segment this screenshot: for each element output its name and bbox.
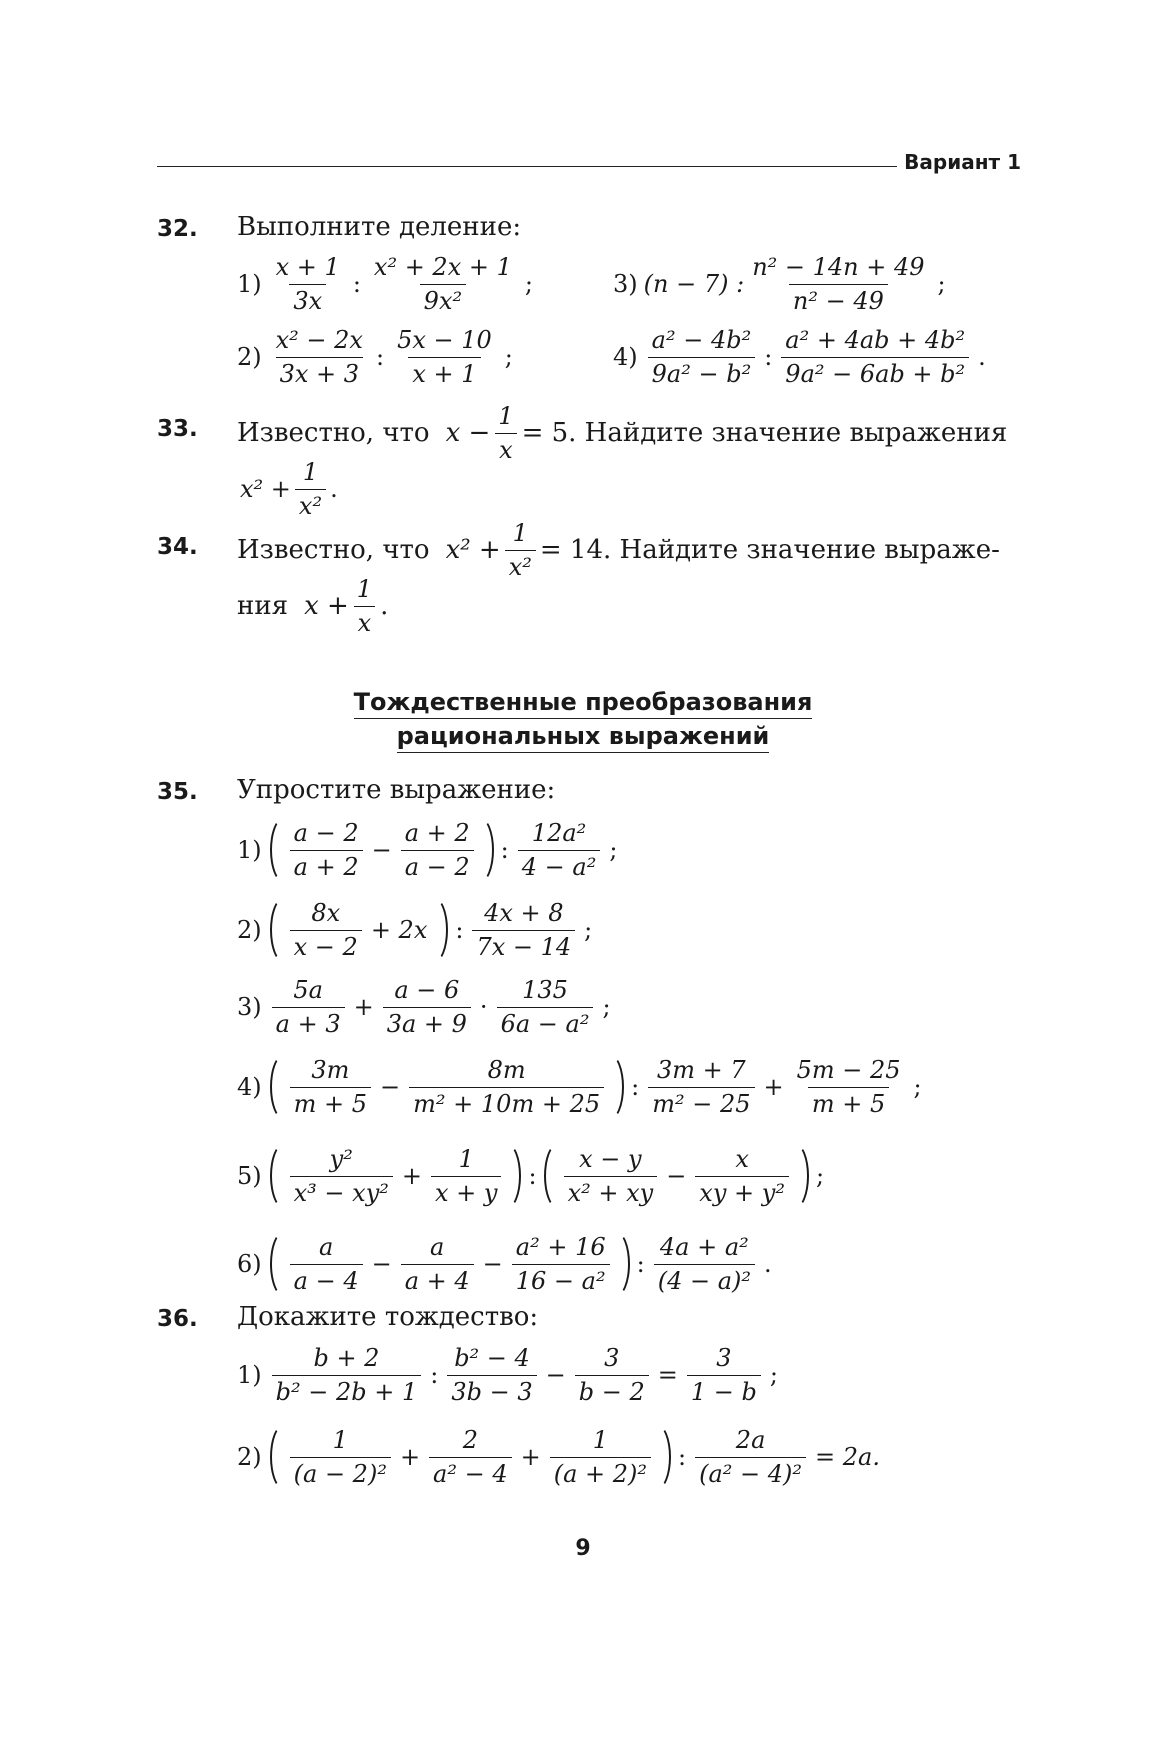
fraction: $\frac{2}{\text{a² − 4}}$ [429, 1426, 512, 1489]
fraction: $\frac{\text{b² − 4}}{3b - 3}$ [447, 1344, 536, 1407]
p35-item-2: 2) $\frac{8x}{x - 2}$ + 2x : $\frac{4x + 8}{7x - 14}$ ; [237, 897, 597, 963]
fraction: $\frac{\text{a² + 16}}{\text{16 − a²}}$ [512, 1233, 610, 1296]
p35-item-3: 3) $\frac{5a}{a + 3}$ + $\frac{a - 6}{3a + 9}$ · $\frac{135}{\text{6a − a²}}$ ; [237, 976, 611, 1038]
p35-item-1: 1) $\frac{a - 2}{a + 2}$ − $\frac{a + 2}{a - 2}$ : $\frac{\text{12a²}}{\text{4 − a²}}$ ; [237, 817, 622, 883]
fraction: $\frac{2a}{\text{(a² − 4)²}}$ [695, 1426, 806, 1489]
p34-line-2: ния x + $\frac{1}{x}$ . [237, 575, 389, 637]
fraction: $\frac{1}{\text{x²}}$ [505, 519, 536, 582]
left-paren [270, 1054, 284, 1120]
fraction: $\frac{5x - 10}{x + 1}$ [397, 326, 492, 388]
fraction: $\frac{a}{a + 4}$ [401, 1233, 474, 1296]
p36-item-1: 1) $\frac{b + 2}{\text{b² − 2b + 1}}$ : $\frac{\text{b² − 4}}{3b - 3}$ − $\frac{3}{b - 2}$ = $\frac{3}{1 - b}$ ; [237, 1344, 778, 1406]
problem-text-36: Докажите тождество: [237, 1302, 539, 1332]
fraction: $\frac{b + 2}{\text{b² − 2b + 1}}$ [272, 1344, 422, 1407]
fraction: $\frac{1}{x}$ [494, 402, 517, 465]
fraction: $\frac{1}{\text{x²}}$ [295, 458, 326, 521]
problem-text-32: Выполните деление: [237, 212, 522, 242]
p34-line-1: Известно, что x² + $\frac{1}{\text{x²}}$ = 14. Найдите значение выраже- [237, 519, 1000, 581]
problem-number-35: 35. [157, 779, 198, 805]
right-paren [616, 1231, 630, 1297]
fraction: $\frac{8x}{x - 2}$ [290, 899, 362, 962]
fraction: $\frac{a - 2}{a + 2}$ [290, 819, 363, 882]
left-paren [270, 897, 284, 963]
right-paren [795, 1143, 809, 1209]
fraction: $\frac{\text{a² − 4b²}}{\text{9a² − b²}}$ [648, 326, 756, 389]
fraction: $\frac{4x + 8}{7x - 14}$ [472, 899, 575, 962]
right-paren [507, 1143, 521, 1209]
p32-item-4: 4) $\frac{\text{a² − 4b²}}{\text{9a² − b²}}$ : $\frac{\text{a² + 4ab + 4b²}}{\text{9a² − 6ab + b²}}$ . [613, 326, 986, 388]
fraction: $\frac{1}{\text{(a − 2)²}}$ [290, 1426, 391, 1489]
section-title-line-2: рациональных выражений [0, 722, 1166, 753]
fraction: $\frac{\text{12a²}}{\text{4 − a²}}$ [518, 819, 601, 882]
fraction: $\frac{3m}{m + 5}$ [290, 1056, 371, 1119]
p32-item-3: 3) (n − 7) : $\frac{\text{n² − 14n + 49}}{\text{n² − 49}}$ ; [613, 253, 946, 315]
fraction: $\frac{135}{\text{6a − a²}}$ [497, 976, 594, 1039]
fraction: $\frac{a + 2}{a - 2}$ [401, 819, 474, 882]
fraction: $\frac{8m}{\text{m² + 10m + 25}}$ [409, 1056, 604, 1119]
fraction: $\frac{\text{4a + a²}}{\text{(4 − a)²}}$ [654, 1233, 755, 1296]
variant-label: Вариант 1 [904, 150, 1021, 174]
header-rule [157, 166, 897, 167]
left-paren [544, 1143, 558, 1209]
fraction: $\frac{1}{x + y}$ [431, 1145, 501, 1208]
left-paren [270, 817, 284, 883]
fraction: $\frac{a - 6}{3a + 9}$ [383, 976, 471, 1039]
fraction: $\frac{\text{n² − 14n + 49}}{\text{n² − 49}}$ [752, 253, 925, 315]
fraction: $\frac{5a}{a + 3}$ [272, 976, 345, 1039]
p32-item-1: 1) $\frac{x + 1}{3x}$ : $\frac{\text{x² + 2x + 1}}{\text{9x²}}$ ; [237, 253, 533, 315]
fraction: $\frac{x - y}{\text{x² + xy}}$ [564, 1145, 658, 1208]
page-number: 9 [575, 1536, 591, 1561]
section-title-line-1: Тождественные преобразования [0, 688, 1166, 719]
fraction: $\frac{3m + 7}{\text{m² − 25}}$ [648, 1056, 754, 1119]
fraction: $\frac{3}{1 - b}$ [687, 1344, 761, 1407]
right-paren [480, 817, 494, 883]
left-paren [270, 1143, 284, 1209]
right-paren [434, 897, 448, 963]
left-paren [270, 1231, 284, 1297]
fraction: $\frac{x}{\text{xy + y²}}$ [695, 1145, 789, 1208]
problem-number-34: 34. [157, 534, 198, 560]
problem-number-33: 33. [157, 416, 198, 442]
fraction: $\frac{5m - 25}{m + 5}$ [796, 1055, 901, 1118]
p33-line-2: x² + $\frac{1}{\text{x²}}$ . [240, 458, 338, 520]
right-paren [657, 1424, 671, 1490]
fraction: $\frac{1}{\text{(a + 2)²}}$ [550, 1426, 651, 1489]
p35-item-5: 5) $\frac{\text{y²}}{\text{x³ − xy²}}$ + $\frac{1}{x + y}$ : $\frac{x - y}{\text{x² + xy}}$ − $\frac{x}{\text{xy + y²}}$ ; [237, 1143, 829, 1209]
p32-item-2: 2) $\frac{\text{x² − 2x}}{3x + 3}$ : $\frac{5x - 10}{x + 1}$ ; [237, 326, 513, 388]
problem-number-36: 36. [157, 1306, 198, 1332]
problem-text-35: Упростите выражение: [237, 775, 556, 805]
p36-item-2: 2) $\frac{1}{\text{(a − 2)²}}$ + $\frac{2}{\text{a² − 4}}$ + $\frac{1}{\text{(a + 2)²}}$ : $\frac{2a}{\text{(a² − 4)²}}$ = 2a. [237, 1424, 885, 1490]
left-paren [270, 1424, 284, 1490]
fraction: $\frac{\text{y²}}{\text{x³ − xy²}}$ [290, 1145, 393, 1208]
fraction: $\frac{3}{b - 2}$ [575, 1344, 649, 1407]
fraction: $\frac{1}{x}$ [353, 575, 376, 638]
fraction: $\frac{x + 1}{3x}$ [275, 253, 340, 315]
right-paren [610, 1054, 624, 1120]
p35-item-4: 4) $\frac{3m}{m + 5}$ − $\frac{8m}{\text{m² + 10m + 25}}$ : $\frac{3m + 7}{\text{m² − 25}}$ + $\frac{5m - 25}{m + 5}$ ; [237, 1054, 927, 1120]
p33-line-1: Известно, что x − $\frac{1}{x}$ = 5. Найдите значение выражения [237, 402, 1008, 464]
fraction: $\frac{\text{a² + 4ab + 4b²}}{\text{9a² − 6ab + b²}}$ [781, 326, 969, 389]
p35-item-6: 6) $\frac{a}{a - 4}$ − $\frac{a}{a + 4}$ − $\frac{\text{a² + 16}}{\text{16 − a²}}$ : $\frac{\text{4a + a²}}{\text{(4 − a)²}}$ . [237, 1231, 777, 1297]
problem-number-32: 32. [157, 216, 198, 242]
fraction: $\frac{\text{x² − 2x}}{3x + 3}$ [275, 326, 363, 388]
fraction: $\frac{\text{x² + 2x + 1}}{\text{9x²}}$ [373, 253, 512, 315]
fraction: $\frac{a}{a - 4}$ [290, 1233, 363, 1296]
